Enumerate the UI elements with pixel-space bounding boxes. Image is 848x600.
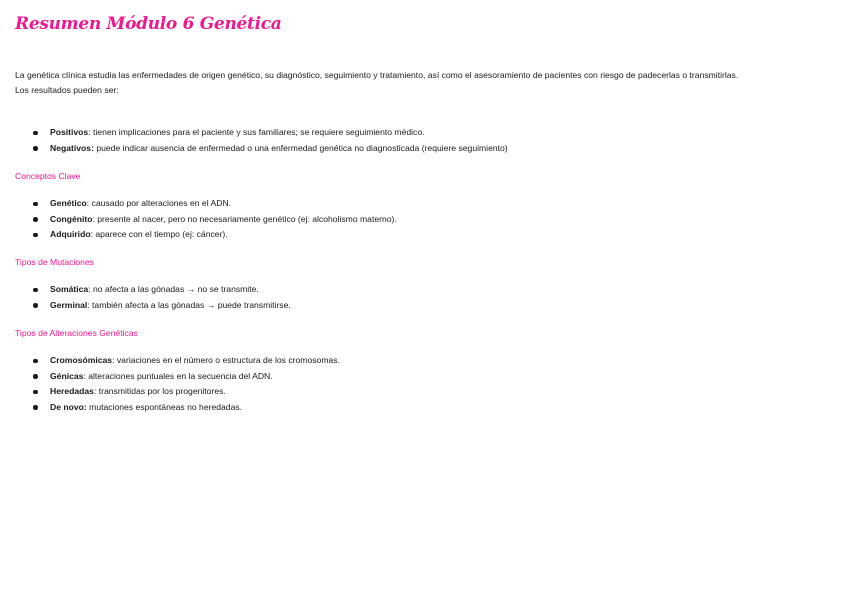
list-item: [15, 196, 397, 212]
section-heading-alteraciones: Tipos de Alteraciones Genéticas: [15, 328, 138, 338]
item-term: Somática: [50, 284, 89, 294]
item-term: Congénito: [50, 213, 93, 224]
item-text: aparece con el tiempo (ej: cáncer).: [95, 229, 228, 239]
item-text: también afecta a las gónadas → puede transmitirse.: [92, 299, 291, 310]
item-separator: :: [86, 198, 92, 208]
item-text: presente al nacer, pero no necesariamente genético (ej: alcoholismo materno).: [97, 213, 397, 224]
section-heading-mutaciones: Tipos de Mutaciones: [15, 257, 94, 267]
results-intro-line: Los resultados pueden ser:: [15, 84, 119, 95]
list-item: [15, 369, 340, 385]
list-item: [15, 282, 291, 298]
item-text: tienen implicaciones para el paciente y sus familiares; se requiere seguimiento médico.: [93, 127, 425, 137]
list-item: [15, 227, 397, 243]
list-item: [15, 298, 291, 314]
item-term: Heredadas: [50, 386, 94, 396]
item-text: mutaciones espontáneas no heredadas.: [89, 401, 243, 412]
page-title: Resumen Módulo 6 Genética: [15, 14, 282, 34]
mutaciones-list: [15, 282, 291, 313]
intro-section: [15, 68, 815, 97]
list-item: [15, 400, 340, 416]
item-separator: :: [88, 127, 93, 137]
item-separator: :: [90, 229, 96, 239]
item-text: no afecta a las gónadas → no se transmite.: [93, 284, 259, 294]
item-text: transmitidas por los progenitores.: [98, 386, 226, 396]
list-item: [15, 125, 508, 141]
item-text: causado por alteraciones en el ADN.: [91, 198, 232, 208]
intro-paragraph: La genética clínica estudia las enfermedades de origen genético, su diagnóstico, seguimiento y tratamiento, así como el asesoramiento de pacientes con riesgo de padecerlas o transmitirlas.: [15, 70, 739, 80]
item-text: puede indicar ausencia de enfermedad o una enfermedad genética no diagnosticada (requiere seguimiento): [96, 142, 508, 153]
item-term: Germinal: [50, 299, 88, 310]
item-text: alteraciones puntuales en la secuencia del ADN.: [88, 370, 273, 381]
item-separator: :: [87, 299, 93, 310]
section-heading-conceptos: Conceptos Clave: [15, 171, 81, 181]
conceptos-list: [15, 196, 397, 243]
item-separator: :: [92, 213, 98, 224]
item-separator: :: [112, 355, 117, 365]
item-separator: :: [83, 370, 89, 381]
results-list: [15, 125, 508, 156]
item-term: De novo:: [50, 401, 87, 412]
item-term: Cromosómicas: [50, 355, 113, 365]
item-text: variaciones en el número o estructura de los cromosomas.: [116, 355, 340, 365]
list-item: [15, 141, 508, 157]
item-separator: :: [88, 284, 93, 294]
list-item: [15, 212, 397, 228]
item-term: Negativos:: [50, 142, 94, 153]
list-item: [15, 384, 340, 400]
item-term: Genético: [50, 198, 87, 208]
list-item: [15, 353, 340, 369]
item-separator: :: [93, 386, 99, 396]
item-term: Positivos: [50, 127, 89, 137]
item-term: Adquirido: [50, 229, 91, 239]
item-term: Génicas: [50, 370, 84, 381]
alteraciones-list: [15, 353, 340, 415]
